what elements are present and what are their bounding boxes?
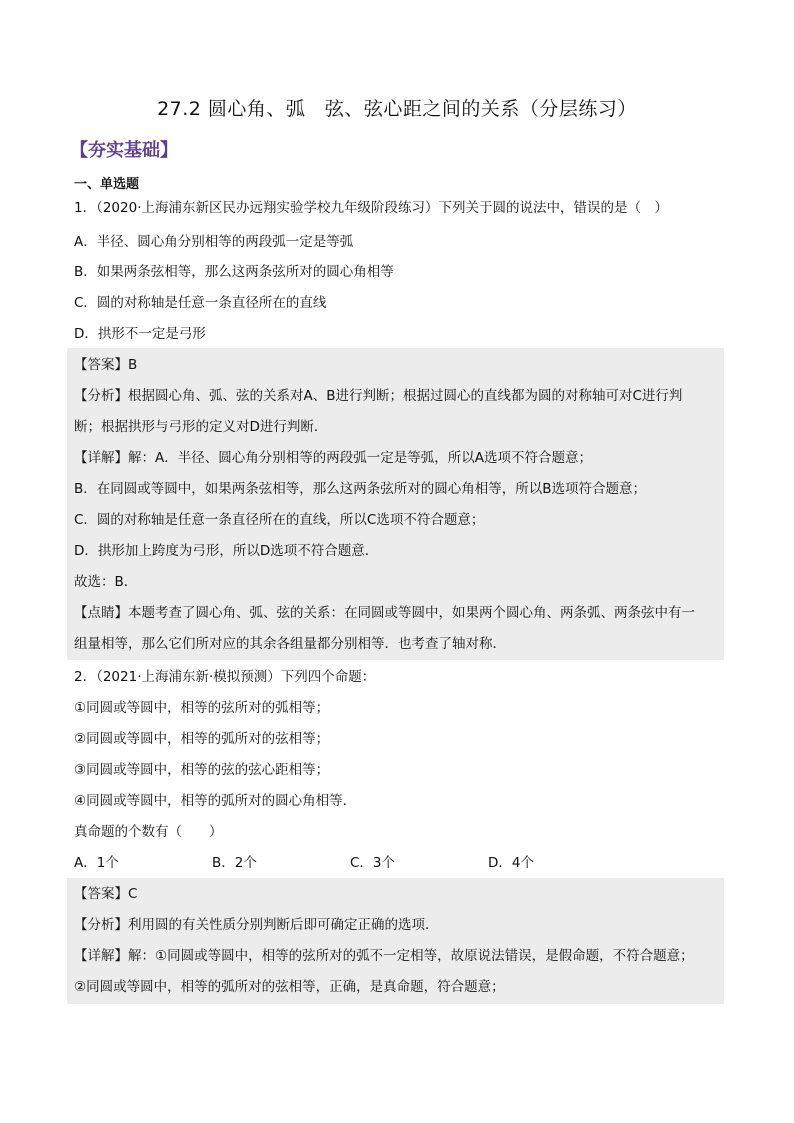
q2-options: [74, 853, 724, 873]
q2-detail-line-1: 【详解】解：①同圆或等圆中，相等的弦所对的弧不一定相等，故原说法错误，是假命题，不符合题意；: [74, 948, 694, 964]
q1-detail-line-3: C．圆的对称轴是任意一条直径所在的直线，所以C选项不符合题意；: [74, 512, 485, 528]
q2-option-c: C．3个: [350, 855, 396, 871]
q2-stem: 2．（2021·上海浦东新·模拟预测）下列四个命题：: [74, 669, 376, 685]
section-heading: 【夯实基础】: [70, 140, 178, 161]
q2-option-a: A．1个: [74, 855, 119, 871]
q1-comment-line-1: 【点睛】本题考查了圆心角、弧、弦的关系：在同圆或等圆中，如果两个圆心角、两条弧、两条弦中有一: [74, 605, 695, 621]
q2-question: 真命题的个数有（ ）: [74, 824, 223, 840]
q2-proposition-3: ③同圆或等圆中，相等的弦的弦心距相等；: [74, 762, 330, 778]
q1-option-b: B．如果两条弦相等，那么这两条弦所对的圆心角相等: [74, 264, 394, 280]
q1-option-a: A．半径、圆心角分别相等的两段弧一定是等弧: [74, 234, 354, 250]
q1-analysis-line-1: 【分析】根据圆心角、弧、弦的关系对A、B进行判断；根据过圆心的直线都为圆的对称轴可对C进行判: [74, 388, 683, 404]
page-title: 27.2 圆心角、弧 弦、弦心距之间的关系（分层练习）: [157, 98, 637, 120]
q1-detail-line-4: D．拱形加上跨度为弓形，所以D选项不符合题意．: [74, 543, 379, 559]
q1-detail-line-1: 【详解】解：A．半径、圆心角分别相等的两段弧一定是等弧，所以A选项不符合题意；: [74, 450, 592, 466]
q2-analysis: 【分析】利用圆的有关性质分别判断后即可确定正确的选项．: [74, 917, 439, 933]
q2-option-b: B．2个: [212, 855, 257, 871]
q2-proposition-4: ④同圆或等圆中，相等的弧所对的圆心角相等．: [74, 793, 357, 809]
q2-answer: 【答案】C: [74, 886, 138, 902]
part-heading: 一、单选题: [74, 177, 140, 192]
q1-comment-line-2: 组量相等，那么它们所对应的其余各组量都分别相等．也考查了轴对称．: [74, 636, 506, 652]
q1-detail-line-2: B．在同圆或等圆中，如果两条弦相等，那么这两条弦所对的圆心角相等，所以B选项符合题意；: [74, 481, 647, 497]
q1-answer: 【答案】B: [74, 357, 138, 373]
q1-option-c: C．圆的对称轴是任意一条直径所在的直线: [74, 295, 327, 311]
q1-option-d: D．拱形不一定是弓形: [74, 326, 206, 342]
q2-detail-line-2: ②同圆或等圆中，相等的弧所对的弦相等，正确，是真命题，符合题意；: [74, 979, 505, 995]
q1-choice: 故选：B．: [74, 574, 138, 590]
q1-analysis-line-2: 断；根据拱形与弓形的定义对D进行判断．: [74, 419, 328, 435]
q2-option-d: D．4个: [488, 855, 534, 871]
q2-proposition-2: ②同圆或等圆中，相等的弧所对的弦相等；: [74, 731, 330, 747]
q2-proposition-1: ①同圆或等圆中，相等的弦所对的弧相等；: [74, 700, 330, 716]
q1-stem: 1．（2020·上海浦东新区民办远翔实验学校九年级阶段练习）下列关于圆的说法中，错误的是（ ）: [74, 200, 668, 216]
